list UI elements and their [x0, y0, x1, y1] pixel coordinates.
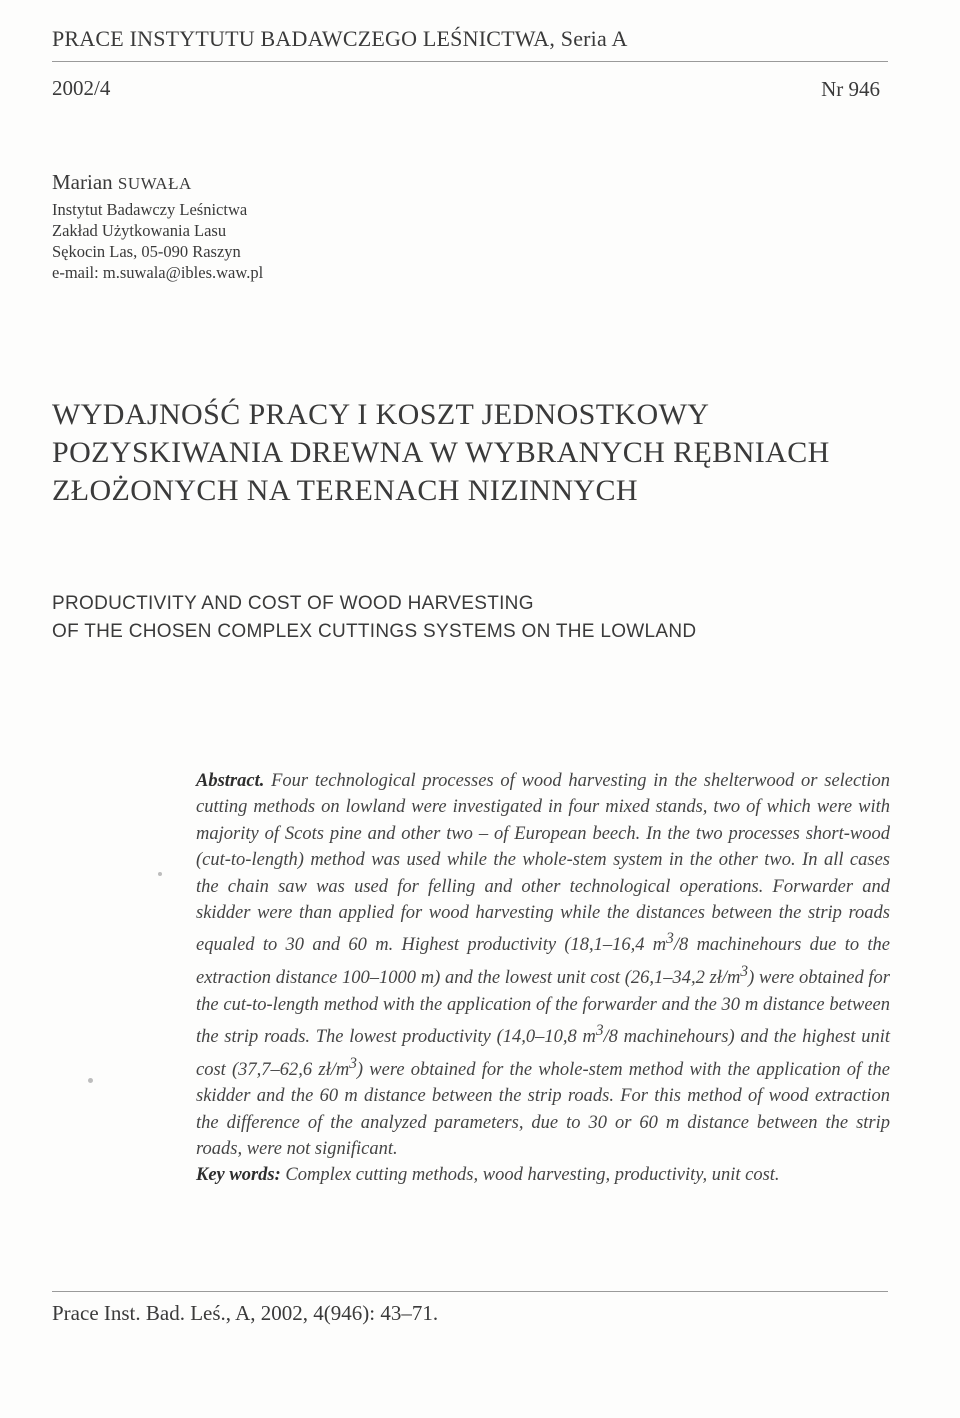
- article-number: Nr 946: [821, 77, 880, 101]
- keywords-text: Complex cutting methods, wood harvesting, productivity, unit cost.: [280, 1165, 780, 1186]
- title-pl-line: WYDAJNOŚĆ PRACY I KOSZT JEDNOSTKOWY: [52, 398, 710, 431]
- keywords-label: Key words:: [196, 1165, 281, 1186]
- title-english: [52, 590, 912, 646]
- abstract: [196, 768, 890, 1189]
- affiliation-line: Instytut Badawczy Leśnictwa: [52, 200, 248, 219]
- abstract-text: /8 machinehours) and the highest unit cost (37,7–62,6 zł/m: [196, 1027, 891, 1080]
- superscript: 3: [740, 963, 749, 980]
- journal-header: PRACE INSTYTUTU BADAWCZEGO LEŚNICTWA, Seria A: [52, 26, 628, 51]
- title-polish: [52, 396, 912, 510]
- title-en-line: OF THE CHOSEN COMPLEX CUTTINGS SYSTEMS ON THE LOWLAND: [52, 621, 697, 642]
- superscript: 3: [349, 1054, 357, 1072]
- author-last-name: SUWAŁA: [117, 174, 192, 193]
- abstract-text: ) were obtained for the cut-to-length method with the application of the forwarder and the 30 m distance between the strip roads. The lowest productivity (14,0–10,8 m: [196, 968, 890, 1048]
- title-pl-line: ZŁOŻONYCH NA TERENACH NIZINNYCH: [52, 474, 638, 507]
- affiliation-line: Zakład Użytkowania Lasu: [52, 221, 227, 240]
- abstract-text: /8 machinehours due to the extraction distance 100–1000 m) and the lowest unit cost (26,1–34,2 zł/m: [196, 935, 890, 989]
- title-pl-line: POZYSKIWANIA DREWNA W WYBRANYCH RĘBNIACH: [52, 436, 830, 469]
- author-first-name: Marian: [52, 170, 113, 194]
- author-name: [52, 170, 263, 195]
- abstract-body: [196, 768, 890, 1162]
- scan-speck: [88, 1078, 93, 1083]
- affiliation-line: Sękocin Las, 05-090 Raszyn: [52, 242, 241, 261]
- header-divider: [52, 61, 888, 62]
- abstract-text: Four technological processes of wood harvesting in the shelterwood or selection cutting methods on lowland were investigated in four mixed stands, two of which were with majority of Scots pine and other two – of European beech. In the two processes short-wood (cut-to-length) method was used while the whole-stem system in the other two. In all cases the chain saw was used for felling and other technological operations. Forwarder and skidder were than applied for wood harvesting while the distances between the strip roads equaled to 30 and 60 m. Highest productivity (18,1–16,4 m: [196, 771, 890, 956]
- title-en-line: PRODUCTIVITY AND COST OF WOOD HARVESTING: [52, 593, 534, 614]
- superscript: 3: [595, 1021, 604, 1039]
- abstract-text: ) were obtained for the whole-stem method with the application of the skidder and the 60 m distance between the strip roads. For this method of wood extraction the difference of the analyzed parameters, due to 30 or 60 m distance between the strip roads, were not significant.: [196, 1059, 890, 1159]
- footer-divider: [52, 1291, 888, 1292]
- author-email: e-mail: m.suwala@ibles.waw.pl: [52, 263, 264, 282]
- keywords: [196, 1162, 890, 1188]
- issue-number: 2002/4: [52, 76, 111, 100]
- author-block: [52, 170, 263, 283]
- superscript: 3: [666, 930, 674, 948]
- scan-speck: [158, 872, 162, 876]
- abstract-label: Abstract.: [196, 771, 265, 791]
- citation: Prace Inst. Bad. Leś., A, 2002, 4(946): 43–71.: [52, 1301, 439, 1325]
